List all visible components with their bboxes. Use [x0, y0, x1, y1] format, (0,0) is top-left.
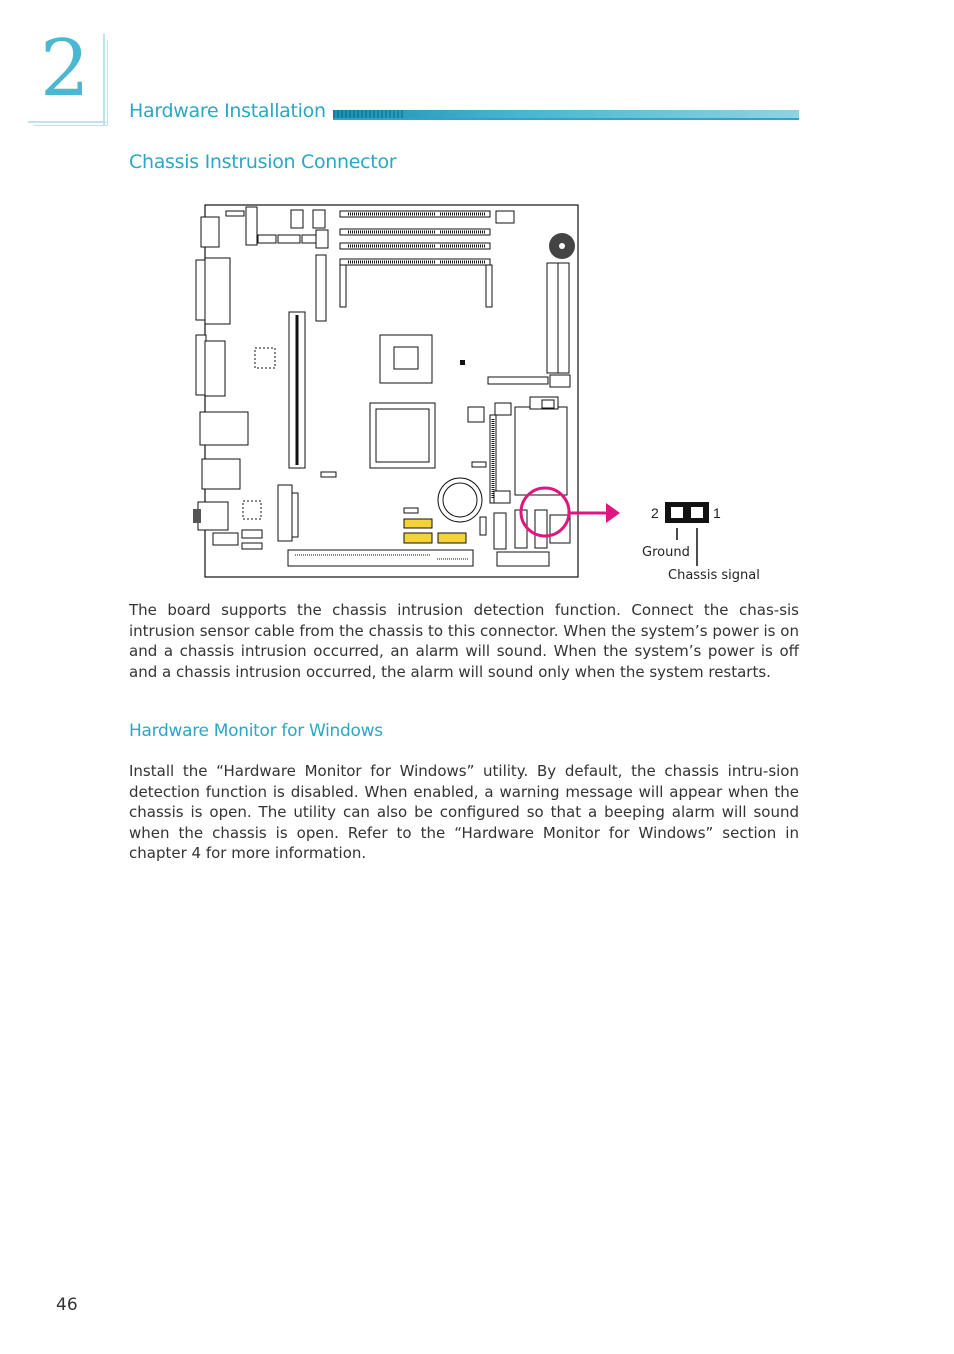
- super-io-chip: [255, 348, 275, 368]
- header: [316, 230, 328, 248]
- chapter-frame-inner: [107, 40, 108, 126]
- header: [246, 207, 257, 245]
- dimm-latch: [340, 265, 346, 307]
- ide-connector: [316, 255, 326, 321]
- cpu-die: [394, 347, 418, 369]
- chassis-description: The board supports the chassis intrusion detection function. Connect the chas-sis intrusion sensor cable from the chassis to this connector. When the system’s power is on and a chassis intrusion occurred, an alarm will sound. When the system’s power is off and a chassis intrusion occurred, the alarm will sound only when the system restarts.: [129, 601, 799, 681]
- audio-jack: [193, 509, 201, 523]
- section-heading-chassis: Chassis Instrusion Connector: [129, 151, 397, 173]
- ground-label: Ground: [642, 545, 690, 560]
- section-heading-hwmon: Hardware Monitor for Windows: [129, 721, 383, 741]
- chassis-signal-label: Chassis signal: [668, 568, 760, 583]
- motherboard-diagram: [190, 195, 790, 590]
- header: [302, 235, 316, 243]
- usb-header: [404, 533, 432, 543]
- usb-header: [404, 519, 432, 528]
- sata-connector: [494, 513, 506, 549]
- pci-slot: [288, 550, 473, 566]
- chapter-number: 2: [40, 24, 90, 114]
- chapter-frame: [103, 34, 105, 126]
- usb-header: [438, 533, 466, 543]
- serial-port-body: [205, 258, 230, 324]
- chapter-frame-bottom: [28, 121, 106, 123]
- header: [258, 235, 276, 243]
- pin-number-1: 1: [713, 505, 721, 521]
- sata-connector: [535, 510, 547, 548]
- fan-header: [496, 211, 514, 223]
- page-number: 46: [56, 1295, 78, 1315]
- connector-pin: [671, 507, 683, 518]
- pointer-arrowhead: [606, 503, 620, 523]
- header: [291, 210, 303, 228]
- pcie-slot: [515, 407, 567, 495]
- hwmon-description: Install the “Hardware Monitor for Windows” utility. By default, the chassis intru-sion detection function is disabled. When enabled, a warning message will appear when the chassis is open. The utility can also be configured so that a beeping alarm will sound when the chassis is open. Refer to the “Hardware Monitor for Windows” section in chapter 4 for more information.: [129, 762, 799, 863]
- chapter-title: Hardware Installation: [129, 100, 326, 122]
- header: [313, 210, 325, 228]
- header: [278, 235, 300, 243]
- chip: [243, 501, 261, 519]
- lan-port: [202, 459, 240, 489]
- chapter-frame-bottom-inner: [34, 125, 108, 126]
- dimm-latch: [486, 265, 492, 307]
- usb-port: [200, 412, 248, 445]
- header: [550, 375, 570, 387]
- header-bar-line: [333, 118, 799, 120]
- header: [278, 485, 292, 541]
- parallel-port-body: [205, 341, 225, 396]
- connector-pin: [691, 507, 703, 518]
- io-connector: [201, 217, 219, 247]
- header: [226, 211, 244, 216]
- pin-number-2: 2: [651, 505, 659, 521]
- audio-port: [198, 502, 228, 530]
- header: [488, 377, 548, 384]
